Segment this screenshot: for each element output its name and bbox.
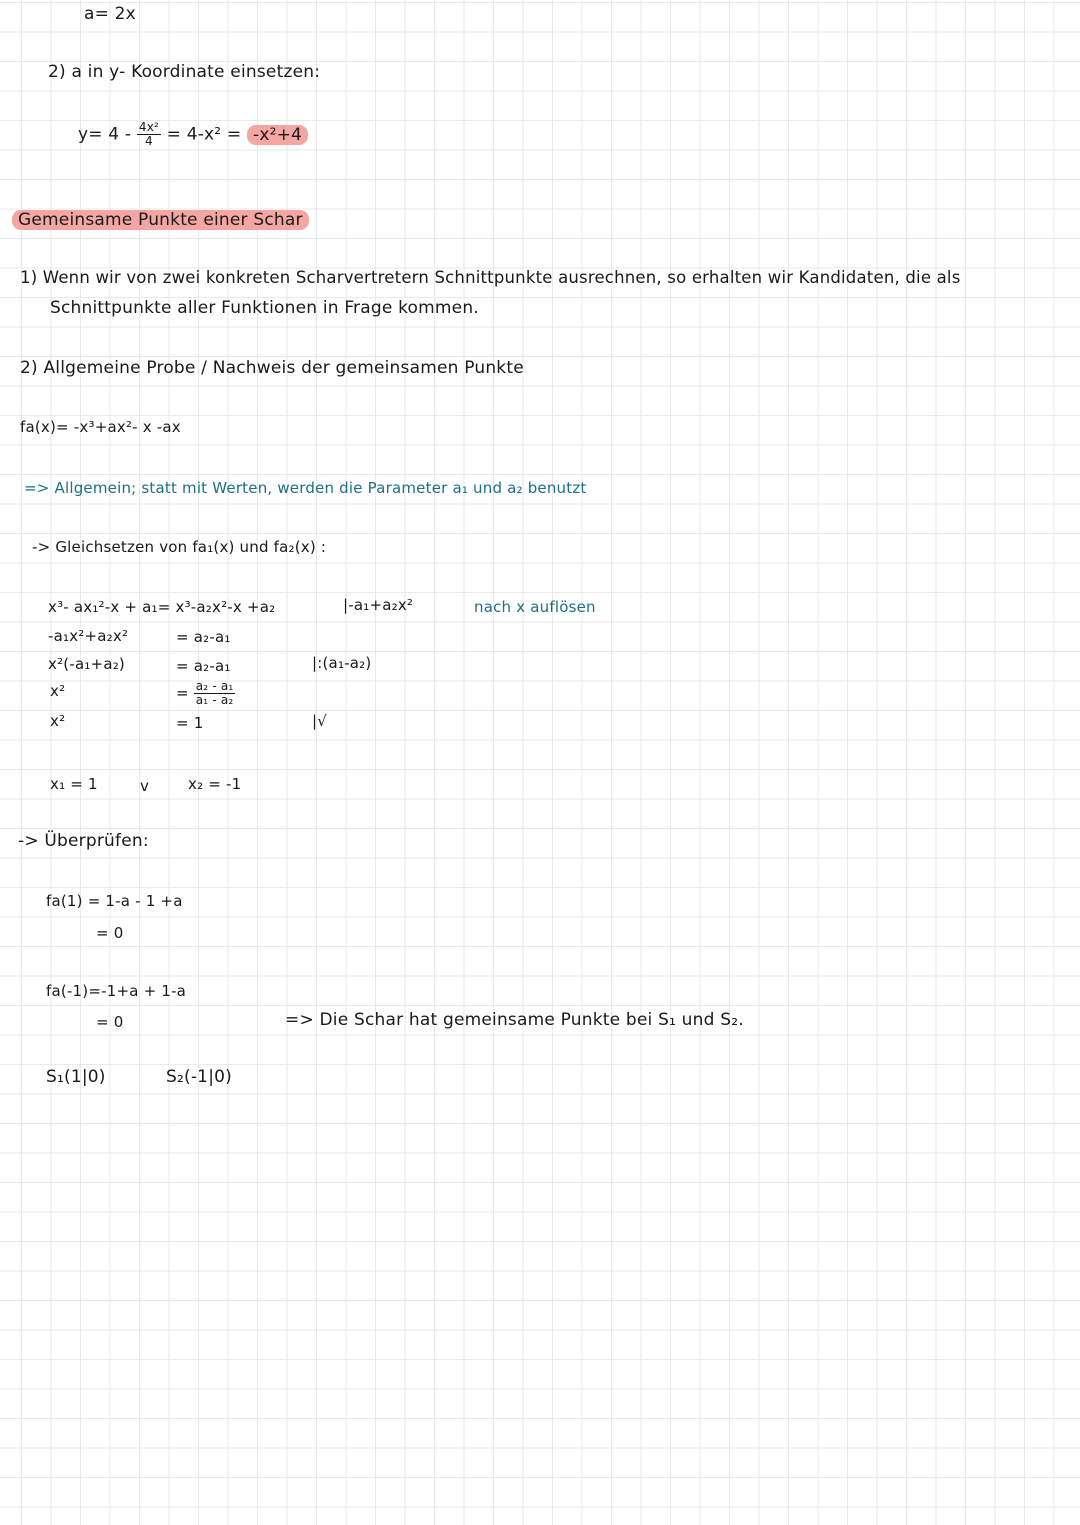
check-f2-line-1: fa(-1)=-1+a + 1-a: [46, 982, 187, 1000]
derivation-row-2-lhs: -a₁x²+a₂x²: [48, 627, 129, 645]
derivation-row-5-rhs: = 1: [176, 714, 204, 732]
equate-heading: -> Gleichsetzen von fa₁(x) und fa₂(x) :: [32, 538, 327, 556]
derivation-row-3-op: |:(a₁-a₂): [312, 654, 372, 672]
derivation-row-1-lhs: x³- ax₁²-x + a₁= x³-a₂x²-x +a₂: [48, 598, 276, 616]
solution-x2: x₂ = -1: [188, 775, 242, 793]
check-heading: -> Überprüfen:: [18, 831, 149, 851]
fraction-a2-a1-over-a1-a2: [194, 680, 236, 707]
teal-note-parameters: => Allgemein; statt mit Werten, werden die Parameter a₁ und a₂ benutzt: [24, 479, 587, 497]
derivation-row-5-op: |√: [312, 712, 328, 730]
derivation-row-3-rhs: = a₂-a₁: [176, 657, 231, 675]
derivation-row-4-lhs: x²: [50, 682, 66, 700]
point-1-line-2: Schnittpunkte aller Funktionen in Frage kommen.: [50, 298, 479, 318]
solution-x1: x₁ = 1: [50, 775, 98, 793]
derivation-row-4-equals: =: [176, 684, 189, 702]
point-s1: S₁(1|0): [46, 1067, 106, 1087]
fraction-denominator: a₁ - a₂: [195, 693, 234, 707]
fraction-numerator: 4x²: [138, 120, 160, 134]
fraction-denominator: 4: [145, 134, 153, 148]
side-note-solve-for-x: nach x auflösen: [474, 598, 596, 616]
function-definition: fa(x)= -x³+ax²- x -ax: [20, 418, 181, 436]
equation-a-equals-2x: a= 2x: [84, 4, 136, 24]
check-f1-line-1: fa(1) = 1-a - 1 +a: [46, 892, 183, 910]
derivation-row-3-lhs: x²(-a₁+a₂): [48, 655, 125, 673]
solution-or-symbol: v: [140, 777, 150, 795]
point-2-heading: 2) Allgemeine Probe / Nachweis der gemeinsamen Punkte: [20, 358, 524, 378]
equation-y-substitution: [78, 121, 308, 148]
fraction-4x2-over-4: [137, 121, 161, 148]
fraction-numerator: a₂ - a₁: [195, 679, 234, 693]
step-2-heading: 2) a in y- Koordinate einsetzen:: [48, 62, 321, 82]
check-f1-line-2: = 0: [96, 924, 124, 942]
derivation-row-2-rhs: = a₂-a₁: [176, 628, 231, 646]
derivation-row-5-lhs: x²: [50, 712, 66, 730]
section-title: [12, 209, 309, 231]
highlighted-result: -x²+4: [247, 125, 308, 145]
eq-mid: = 4-x² =: [166, 124, 242, 145]
eq-y-start: y= 4 -: [78, 124, 132, 145]
derivation-row-4-rhs: [176, 680, 235, 707]
point-1-line-1: 1) Wenn wir von zwei konkreten Scharvertretern Schnittpunkte ausrechnen, so erhalten wir Kandidaten, die als: [20, 268, 961, 287]
check-f2-line-2: = 0: [96, 1013, 124, 1031]
conclusion: => Die Schar hat gemeinsame Punkte bei S₁ und S₂.: [285, 1010, 744, 1030]
point-s2: S₂(-1|0): [166, 1067, 232, 1087]
derivation-row-1-op: |-a₁+a₂x²: [343, 596, 414, 614]
section-title-highlight: Gemeinsame Punkte einer Schar: [12, 210, 309, 230]
